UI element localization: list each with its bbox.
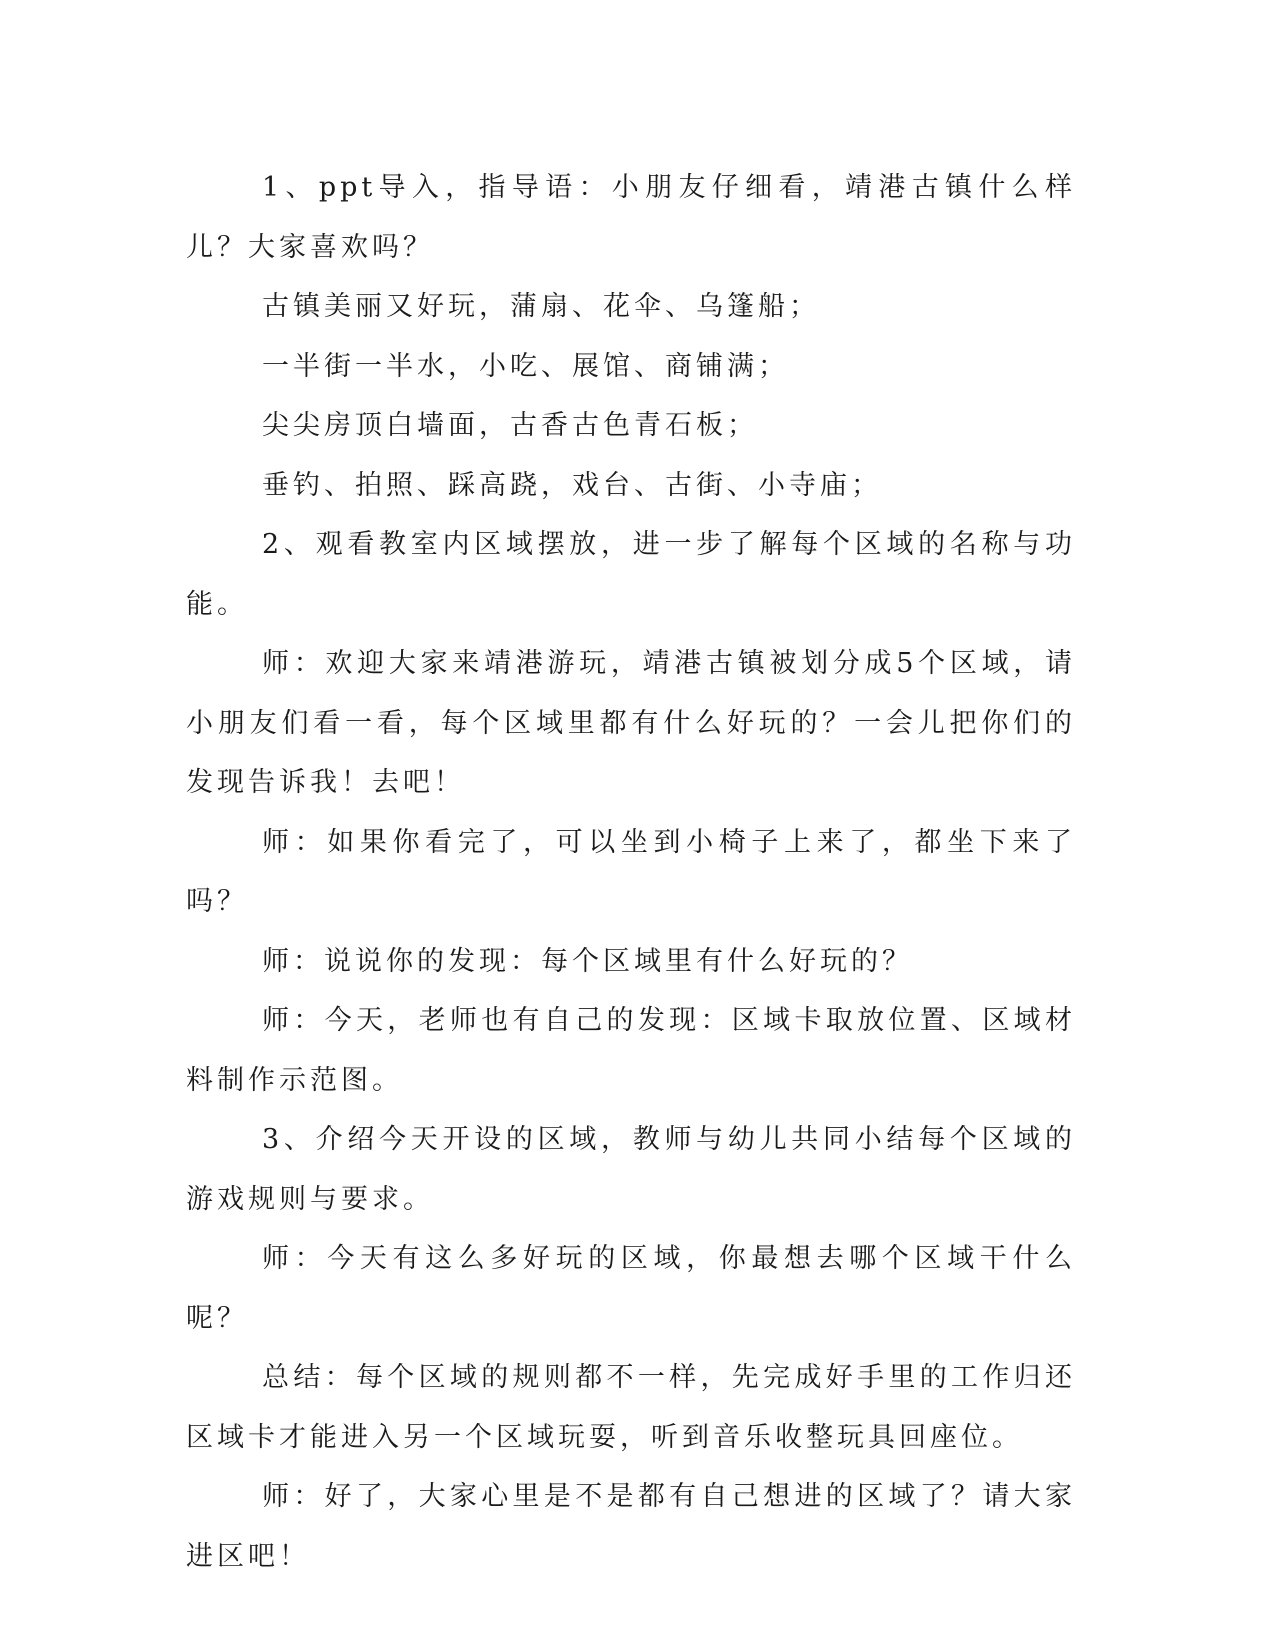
- paragraph-2: 古镇美丽又好玩，蒲扇、花伞、乌篷船；: [262, 291, 820, 322]
- paragraph-9: 师：说说你的发现：每个区域里有什么好玩的？: [262, 945, 913, 977]
- paragraph-12: 师：今天有这么多好玩的区域，你最想去哪个区域干什么呢？: [186, 1243, 1076, 1334]
- paragraph-3: 一半街一半水，小吃、展馆、商铺满；: [262, 350, 789, 382]
- paragraph-14: 师：好了，大家心里是不是都有自己想进的区域了？请大家进区吧！: [186, 1481, 1076, 1572]
- paragraph-1: 1、ppt导入，指导语：小朋友仔细看，靖港古镇什么样儿？大家喜欢吗？: [186, 172, 1076, 263]
- document-body: [186, 158, 1076, 1586]
- paragraph-4: 尖尖房顶白墙面，古香古色青石板；: [262, 410, 758, 441]
- paragraph-13: 总结：每个区域的规则都不一样，先完成好手里的工作归还区域卡才能进入另一个区域玩耍，听到音乐收整玩具回座位。: [186, 1362, 1076, 1453]
- paragraph-6: 2、观看教室内区域摆放，进一步了解每个区域的名称与功能。: [186, 529, 1076, 620]
- paragraph-7: 师：欢迎大家来靖港游玩，靖港古镇被划分成5个区域，请小朋友们看一看，每个区域里都有什么好玩的？一会儿把你们的发现告诉我！去吧！: [186, 648, 1076, 798]
- paragraph-5: 垂钓、拍照、踩高跷，戏台、古街、小寺庙；: [262, 469, 882, 501]
- paragraph-8: 师：如果你看完了，可以坐到小椅子上来了，都坐下来了吗？: [186, 826, 1076, 917]
- paragraph-11: 3、介绍今天开设的区域，教师与幼儿共同小结每个区域的游戏规则与要求。: [186, 1124, 1076, 1215]
- paragraph-10: 师：今天，老师也有自己的发现：区域卡取放位置、区域材料制作示范图。: [186, 1005, 1076, 1096]
